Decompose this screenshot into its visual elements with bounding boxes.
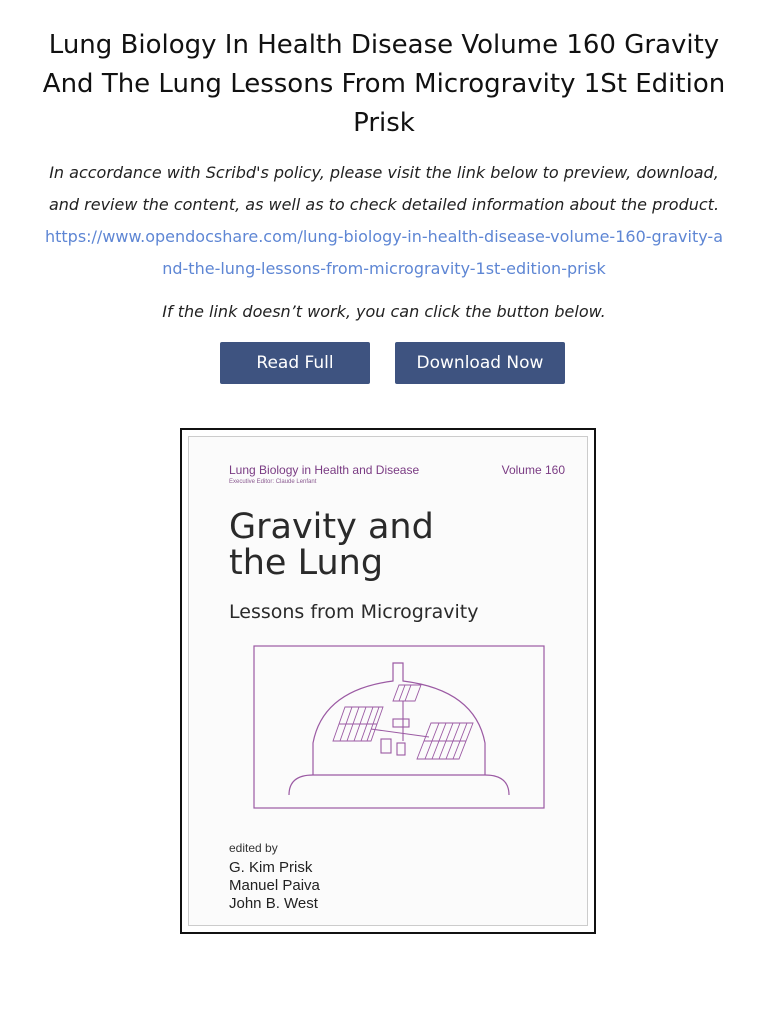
read-full-button[interactable]: Read Full [220,342,370,384]
cover-editor: John B. West [229,895,318,912]
cover-title [229,509,559,581]
cover-editors [229,859,320,913]
station-truss-icon [371,701,429,755]
link-hint: If the link doesn’t work, you can click the button below. [162,302,606,321]
cover-title-line2: the Lung [229,543,384,583]
policy-notice: In accordance with Scribd's policy, please visit the link below to preview, download, and review the content, as well as to check detailed information about the product. [48,163,720,214]
book-cover [180,428,596,934]
page-title: Lung Biology In Health Disease Volume 160 Gravity And The Lung Lessons From Microgravity 1St Edition Prisk [42,30,726,138]
space-station-illustration [253,645,545,809]
cover-title-line1: Gravity and [229,507,434,547]
cover-editor: G. Kim Prisk [229,859,313,876]
cover-subtitle: Lessons from Microgravity [229,601,479,623]
dome-icon [289,663,509,795]
cover-volume: Volume 160 [501,463,565,477]
cover-executive-editor: Executive Editor: Claude Lenfant [229,479,317,485]
cover-edited-by: edited by [229,841,278,855]
cover-series: Lung Biology in Health and Disease [229,463,420,477]
product-link[interactable]: https://www.opendocshare.com/lung-biology-in-health-disease-volume-160-gravity-and-the-lung-lessons-from-microgravity-1st-edition-prisk [44,227,724,278]
download-now-button[interactable]: Download Now [395,342,565,384]
book-cover-inner [188,436,588,926]
cover-editor: Manuel Paiva [229,877,320,894]
